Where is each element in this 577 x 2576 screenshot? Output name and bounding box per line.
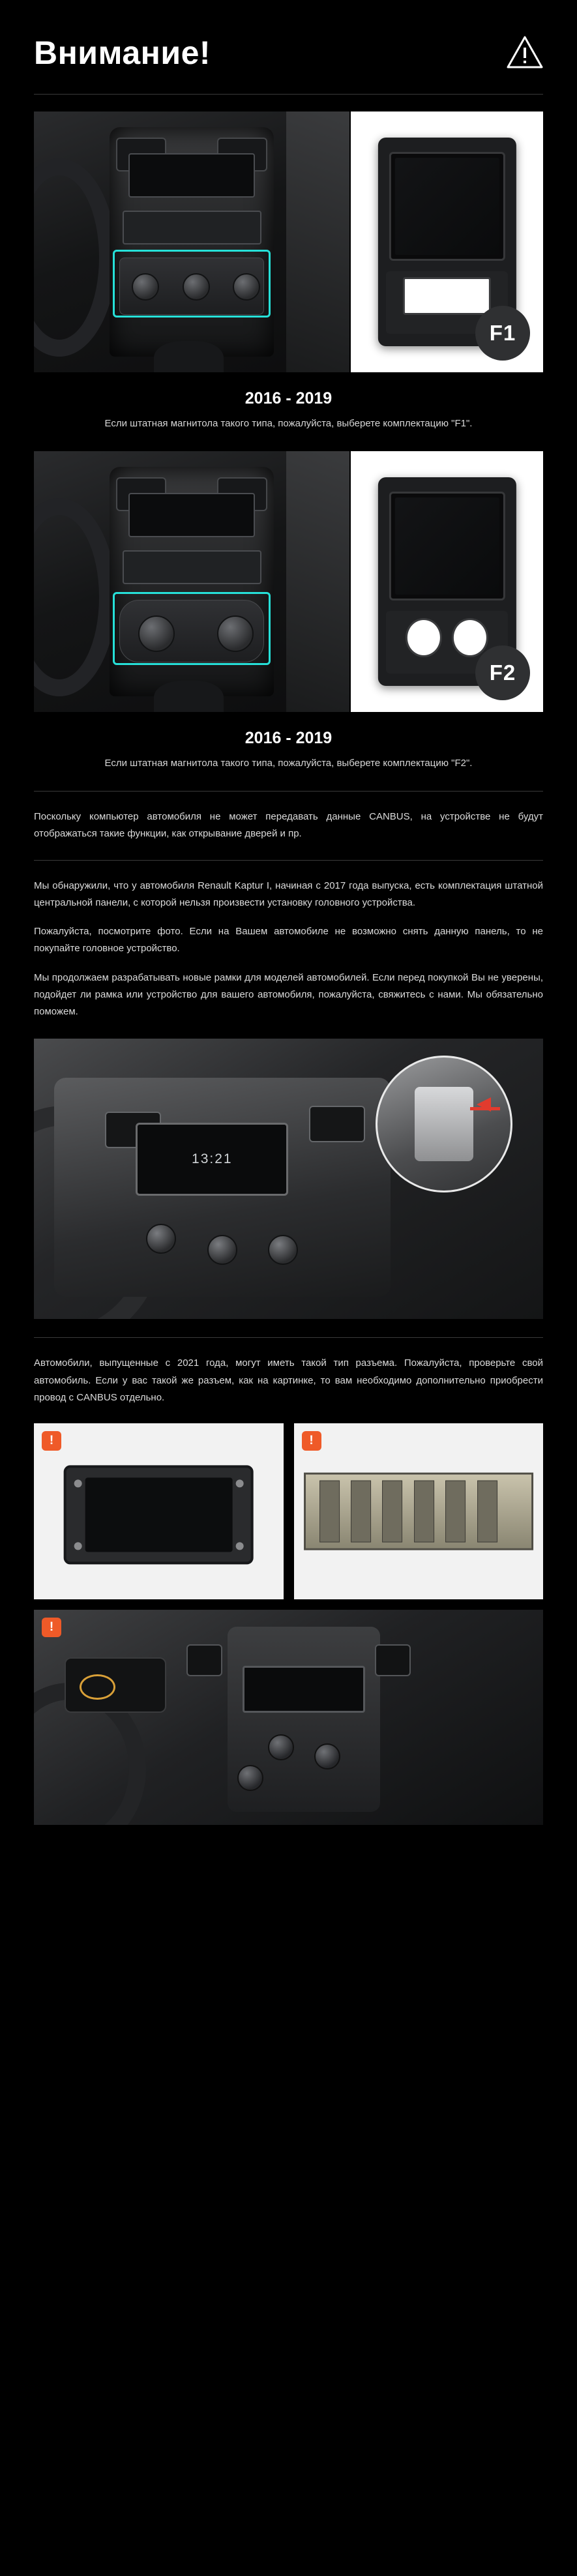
dashboard-closeup-photo xyxy=(34,1039,543,1319)
exclamation-badge-2: ! xyxy=(302,1431,321,1451)
section-divider-2 xyxy=(34,860,543,861)
connector-photo-grid xyxy=(34,1423,543,1599)
exclamation-badge-3: ! xyxy=(42,1618,61,1637)
paragraph-canbus: Поскольку компьютер автомобиля не может передавать данные CANBUS, на устройстве не будут отображаться такие функции, как открывание дверей и пр. xyxy=(34,811,543,840)
option-caption-f2: Если штатная магнитола такого типа, пожалуйста, выберете комплектацию "F2". xyxy=(104,758,473,769)
option-badge-f2: F2 xyxy=(475,645,530,700)
option-years-f1: 2016 - 2019 xyxy=(244,389,333,407)
option-badge-f1: F1 xyxy=(475,306,530,361)
option-block-f2 xyxy=(34,432,543,771)
connector-card-front xyxy=(34,1423,284,1599)
option-years-f2: 2016 - 2019 xyxy=(244,729,333,747)
section-divider-3 xyxy=(34,1337,543,1338)
connector-card-back xyxy=(294,1423,544,1599)
dashboard-clock-display: 13:21 xyxy=(136,1123,288,1196)
paragraph-check-photo: Пожалуйста, посмотрите фото. Если на Вашем автомобиле не возможно снять данную панель, то не покупайте головное устройство. xyxy=(34,926,543,955)
paragraph-connector-note: Автомобили, выпущенные с 2021 года, могут иметь такой тип разъема. Пожалуйста, проверьте свой автомобиль. Если у вас такой же разъем, как на картинке, то вам необходимо дополнительно приобрести провод с CANBUS отдельно. xyxy=(34,1357,543,1403)
car-dashboard-photo-f1 xyxy=(34,111,349,372)
red-arrow-tail xyxy=(470,1107,500,1110)
highlight-rectangle-f1 xyxy=(113,250,271,318)
head-unit-photo-f1 xyxy=(349,111,543,372)
option-images-f1 xyxy=(34,111,543,372)
page-header xyxy=(34,0,543,94)
section-divider-1 xyxy=(34,791,543,792)
highlight-rectangle-f2 xyxy=(113,592,271,665)
paragraph-contact-us: Мы продолжаем разрабатывать новые рамки для моделей автомобилей. Если перед покупкой Вы не уверены, подойдет ли рамка или устройство для вашего автомобиля, пожалуйста, свяжитесь с нами. Мы обязательно поможем. xyxy=(34,971,543,1017)
warning-triangle-icon xyxy=(507,36,543,70)
option-block-f1 xyxy=(34,95,543,432)
zoom-circle-callout xyxy=(376,1056,512,1192)
head-unit-photo-f2 xyxy=(349,451,543,712)
paragraph-kaptur-panel: Мы обнаружили, что у автомобиля Renault Kaptur I, начиная с 2017 года выпуска, есть комплектация штатной центральной панели, с которой нельзя произвести установку головного устройства. xyxy=(34,880,543,908)
page-title: Внимание! xyxy=(34,35,211,71)
exclamation-badge-1: ! xyxy=(42,1431,61,1451)
option-images-f2 xyxy=(34,451,543,712)
option-caption-f1: Если штатная магнитола такого типа, пожалуйста, выберете комплектацию "F1". xyxy=(104,418,473,429)
dashboard-overview-photo xyxy=(34,1610,543,1825)
car-dashboard-photo-f2 xyxy=(34,451,349,712)
